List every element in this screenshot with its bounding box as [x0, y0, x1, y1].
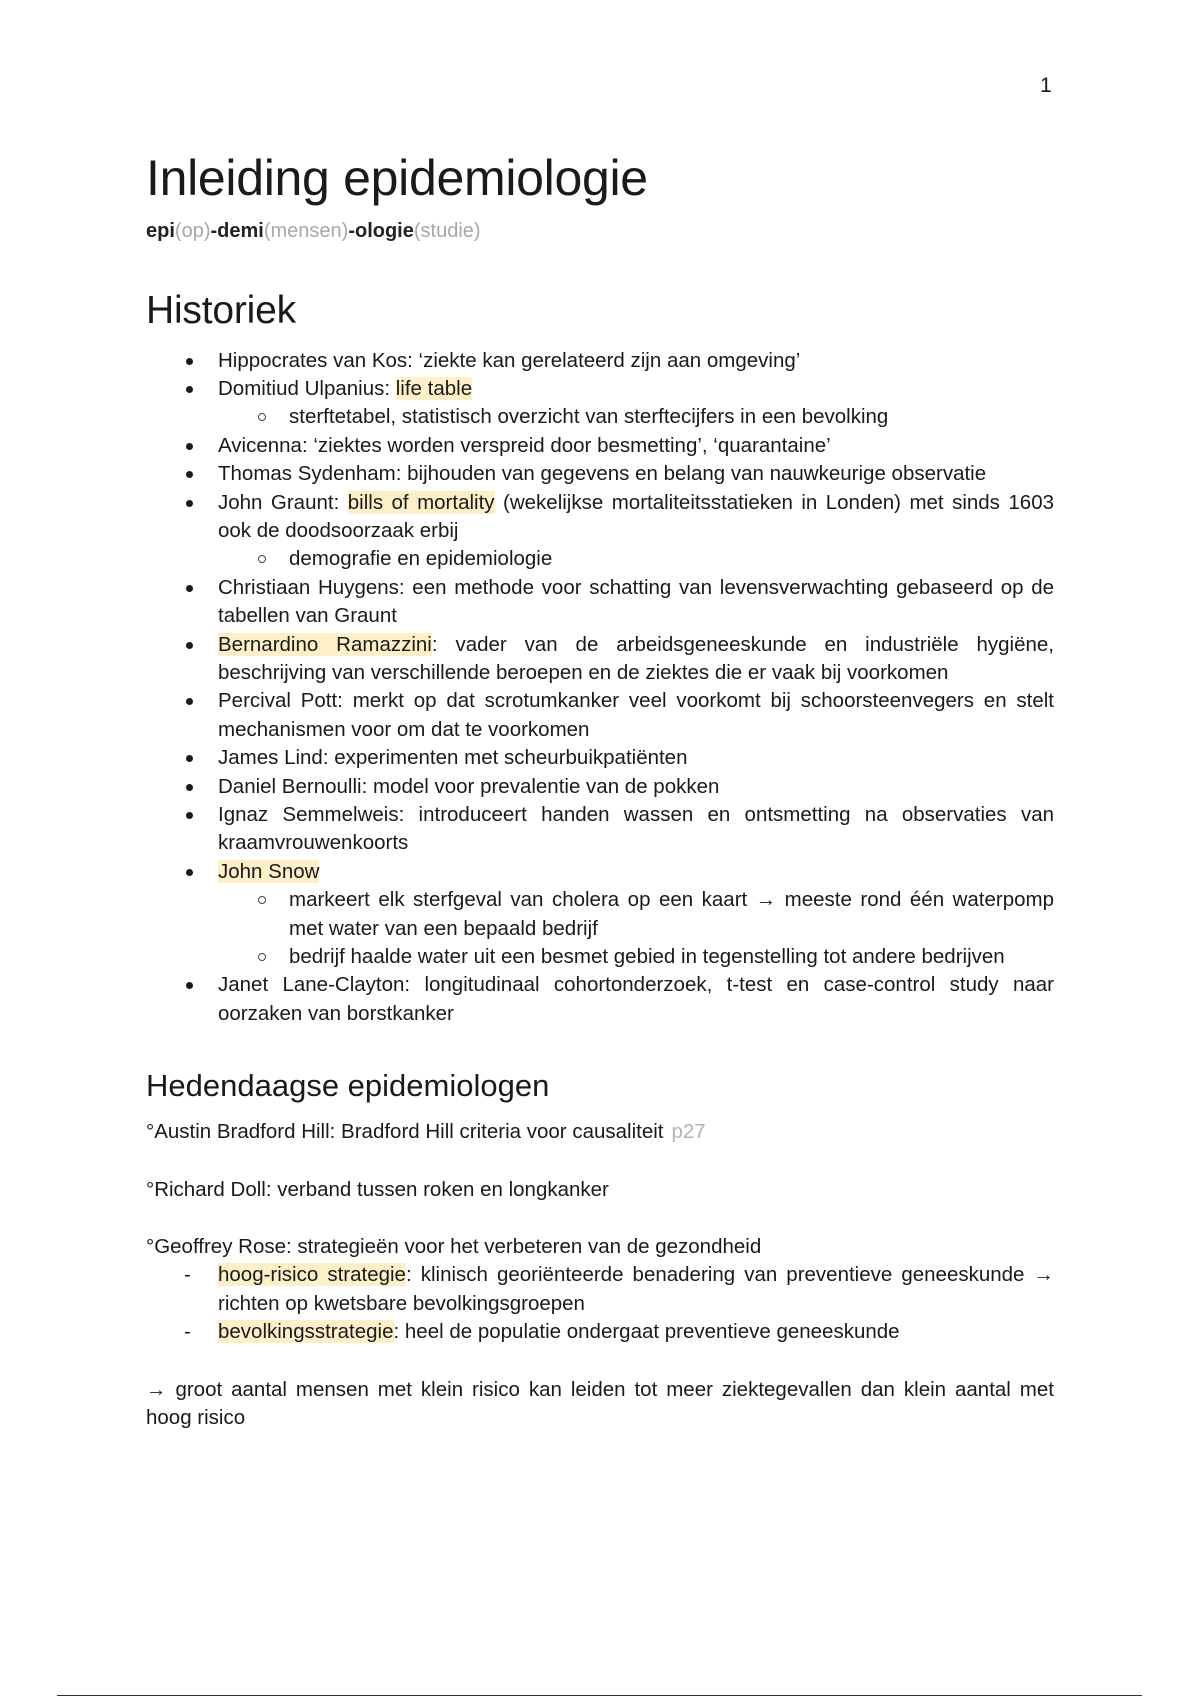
- item-text: Christiaan Huygens: een methode voor schatting van levensverwachting gebaseerd op de tabellen van Graunt: [218, 575, 1054, 628]
- etym-part-ologie: -ologie: [348, 219, 414, 242]
- section-heading-hedendaags: Hedendaagse epidemiologen: [146, 1068, 550, 1104]
- list-item: [146, 858, 1054, 972]
- list-item: [146, 432, 1054, 460]
- page-reference: p27: [671, 1120, 706, 1144]
- item-text: demografie en epidemiologie: [289, 547, 553, 571]
- item-text: Domitiud Ulpanius:: [218, 376, 396, 400]
- list-item: [146, 773, 1054, 801]
- item-text: sterftetabel, statistisch overzicht van sterftecijfers in een bevolking: [289, 405, 889, 429]
- item-text: Thomas Sydenham: bijhouden van gegevens en belang van nauwkeurige observatie: [218, 462, 987, 486]
- list-item: [146, 489, 1054, 574]
- item-text: Hippocrates van Kos: ‘ziekte kan gerelateerd zijn aan omgeving’: [218, 348, 801, 372]
- page-number: 1: [1040, 74, 1052, 97]
- historiek-list: [146, 347, 1054, 1029]
- item-text: Ignaz Semmelweis: introduceert handen wassen en ontsmetting na observaties van kraamvrouwenkoorts: [218, 803, 1054, 855]
- sub-list-item: [218, 886, 1054, 943]
- item-text: Percival Pott: merkt op dat scrotumkanker veel voorkomt bij schoorsteenvegers en stelt mechanismen voor om dat te voorkomen: [218, 689, 1054, 741]
- section-heading-historiek: Historiek: [146, 288, 296, 332]
- sub-list: [218, 886, 1054, 971]
- etym-part-epi: epi: [146, 219, 175, 242]
- page-title: Inleiding epidemiologie: [146, 150, 648, 206]
- item-text: Daniel Bernoulli: model voor prevalentie van de pokken: [218, 774, 720, 798]
- highlighted-term: bevolkingsstrategie: [218, 1320, 394, 1344]
- item-text: (wekelijkse mortaliteitsstatieken in Londen) met sinds 1603 ook de doodsoorzaak erbij: [218, 490, 1054, 542]
- item-text: : vader van de arbeidsgeneeskunde en industriële hygiëne, beschrijving van verschillende beroepen en de ziektes die er vaak bij voorkomen: [218, 632, 1054, 684]
- footer-divider: [57, 1695, 1142, 1696]
- list-item: [146, 574, 1054, 631]
- item-text: Janet Lane-Clayton: longitudinaal cohortonderzoek, t-test en case-control study naar oorzaken van borstkanker: [218, 973, 1054, 1025]
- dash-list-item: [146, 1318, 1054, 1346]
- list-item: [146, 801, 1054, 858]
- paragraph-doll: °Richard Doll: verband tussen roken en longkanker: [146, 1177, 609, 1201]
- highlighted-term: hoog-risico strategie: [218, 1263, 406, 1287]
- highlighted-term: life table: [395, 376, 473, 400]
- sub-list-item: [218, 545, 1054, 573]
- sub-list: [218, 403, 1054, 431]
- sub-list-item: [218, 403, 1054, 431]
- etym-gloss-op: (op): [174, 219, 211, 242]
- list-item: [146, 631, 1054, 688]
- item-text: bedrijf haalde water uit een besmet gebied in tegenstelling tot andere bedrijven: [289, 945, 1005, 969]
- item-text: : heel de populatie ondergaat preventieve geneeskunde: [393, 1320, 900, 1344]
- dash-list-item: [146, 1261, 1054, 1318]
- list-item: [146, 347, 1054, 375]
- etymology-line: [146, 220, 1054, 243]
- highlighted-term: John Snow: [218, 859, 320, 883]
- list-item: [146, 744, 1054, 772]
- item-text: markeert elk sterfgeval van cholera op een kaart → meeste rond één waterpomp met water van een bepaald bedrijf: [289, 888, 1054, 940]
- list-item: [146, 687, 1054, 744]
- list-item: [146, 460, 1054, 488]
- conclusion-paragraph: → groot aantal mensen met klein risico kan leiden tot meer ziektegevallen dan klein aantal met hoog risico: [146, 1377, 1054, 1430]
- etym-gloss-mensen: (mensen): [263, 219, 349, 242]
- item-text: Avicenna: ‘ziektes worden verspreid door besmetting’, ‘quarantaine’: [218, 433, 831, 457]
- list-item: [146, 971, 1054, 1028]
- etym-part-demi: -demi: [210, 219, 264, 242]
- document-body: [146, 140, 1054, 1433]
- etym-gloss-studie: (studie): [413, 219, 481, 242]
- para-text: °Austin Bradford Hill: Bradford Hill criteria voor causaliteit: [146, 1120, 664, 1144]
- paragraph-rose: °Geoffrey Rose: strategieën voor het verbeteren van de gezondheid: [146, 1235, 762, 1259]
- list-item: [146, 375, 1054, 432]
- item-text: : klinisch georiënteerde benadering van preventieve geneeskunde → richten op kwetsbare bevolkingsgroepen: [218, 1263, 1054, 1315]
- paragraph-hill: [146, 1118, 1054, 1146]
- item-text: John Graunt:: [218, 490, 348, 514]
- sub-list: [218, 545, 1054, 573]
- item-text: James Lind: experimenten met scheurbuikpatiënten: [218, 746, 688, 770]
- strategy-list: [146, 1261, 1054, 1346]
- sub-list-item: [218, 943, 1054, 971]
- highlighted-term: bills of mortality: [347, 490, 495, 514]
- highlighted-term: Bernardino Ramazzini: [218, 632, 432, 656]
